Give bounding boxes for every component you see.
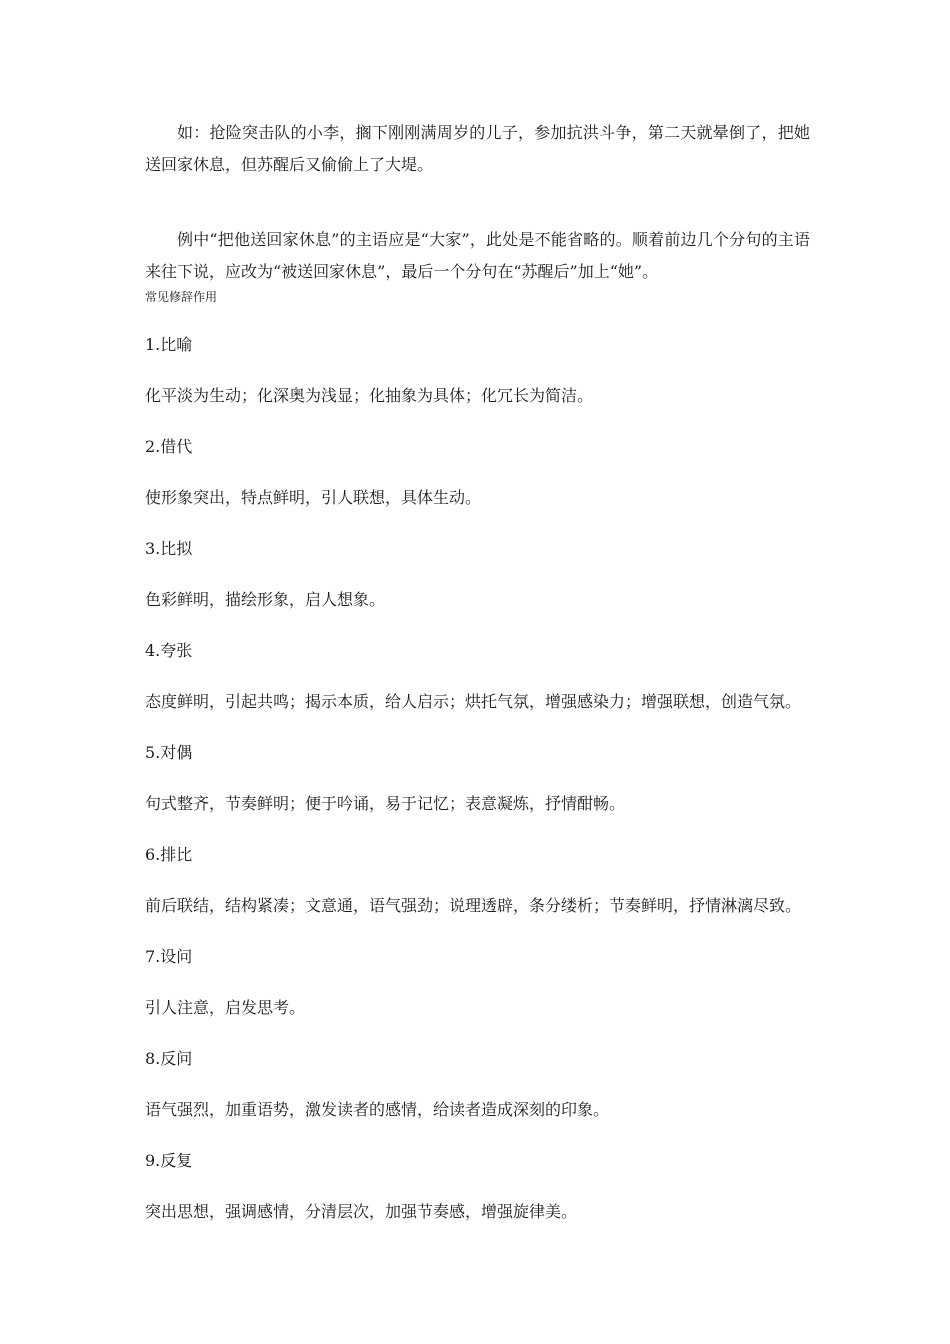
item-text-9: 突出思想，强调感情，分清层次，加强节奏感，增强旋律美。 — [145, 1202, 578, 1221]
item-heading-7: 7.设问 — [145, 947, 193, 966]
item-heading-3: 3.比拟 — [145, 539, 193, 558]
explanation-paragraph: 例中“把他送回家休息”的主语应是“大家”，此处是不能省略的。顺着前边几个分句的主语来往下说，应改为“被送回家休息”，最后一个分句在“苏醒后”加上“她”。 — [145, 230, 810, 281]
section-title: 常见修辞作用 — [145, 290, 218, 304]
item-heading-4: 4.夸张 — [145, 641, 193, 660]
item-text-7: 引人注意，启发思考。 — [145, 998, 306, 1017]
item-heading-6: 6.排比 — [145, 845, 193, 864]
item-text-2: 使形象突出，特点鲜明，引人联想，具体生动。 — [145, 488, 482, 507]
item-heading-2: 2.借代 — [145, 437, 193, 456]
item-text-8: 语气强烈，加重语势，激发读者的感情，给读者造成深刻的印象。 — [145, 1100, 610, 1119]
item-heading-5: 5.对偶 — [145, 743, 193, 762]
item-text-3: 色彩鲜明，描绘形象，启人想象。 — [145, 590, 386, 609]
item-heading-1: 1.比喻 — [145, 335, 193, 354]
item-text-4: 态度鲜明，引起共鸣；揭示本质，给人启示；烘托气氛，增强感染力；增强联想，创造气氛。 — [145, 692, 802, 711]
item-text-5: 句式整齐，节奏鲜明；便于吟诵，易于记忆；表意凝炼，抒情酣畅。 — [145, 794, 626, 813]
item-text-1: 化平淡为生动；化深奥为浅显；化抽象为具体；化冗长为简洁。 — [145, 386, 594, 405]
item-text-6: 前后联结，结构紧凑；文意通，语气强劲；说理透辟，条分缕析；节奏鲜明，抒情淋漓尽致。 — [145, 896, 802, 915]
example-paragraph: 如：抢险突击队的小李，搁下刚刚满周岁的儿子，参加抗洪斗争，第二天就晕倒了，把她送回家休息，但苏醒后又偷偷上了大堤。 — [145, 123, 810, 174]
item-heading-9: 9.反复 — [145, 1151, 193, 1170]
item-heading-8: 8.反问 — [145, 1049, 193, 1068]
